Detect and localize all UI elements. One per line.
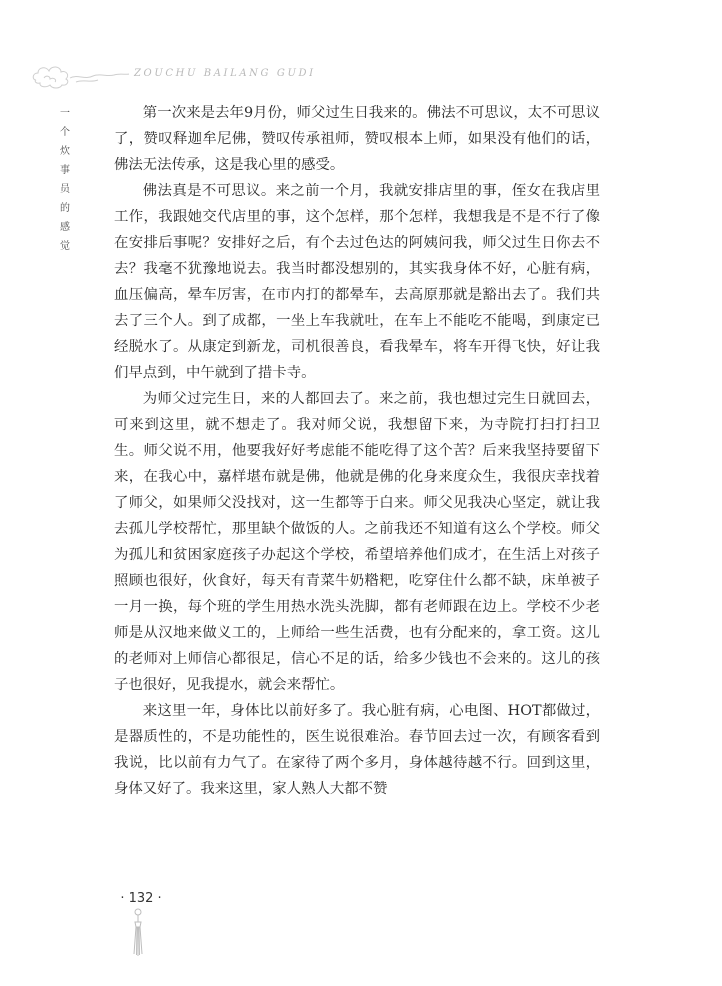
page-footer [112,888,172,958]
paragraph: 为师父过完生日，来的人都回去了。来之前，我也想过完生日就回去，可来到这里，就不想走了。我对师父说，我想留下来，为寺院打扫打扫卫生。师父说不用，他要我好好考虑能不能吃得了这个苦？后来我坚持要留下来，在我心中，嘉样堪布就是佛，他就是佛的化身来度众生，我很庆幸找着了师父，如果师父没找对，这一生都等于白来。师父见我决心坚定，就让我去孤儿学校帮忙，那里缺个做饭的人。之前我还不知道有这么个学校。师父为孤儿和贫困家庭孩子办起这个学校，希望培养他们成才，在生活上对孩子照顾也很好，伙食好，每天有青菜牛奶糌粑，吃穿住什么都不缺，床单被子一月一换，每个班的学生用热水洗头洗脚，都有老师跟在边上。学校不少老师是从汉地来做义工的，上师给一些生活费，也有分配来的，拿工资。这儿的老师对上师信心都很足，信心不足的话，给多少钱也不会来的。这儿的孩子也很好，见我提水，就会来帮忙。 [114,391,600,693]
series-title: ZOUCHU BAILANG GUDI [134,68,316,79]
tassel-ornament-icon [126,908,150,958]
cloud-ornament-icon [30,58,130,92]
chapter-title-vertical: 一个炊事员的感觉 [60,108,70,252]
body-text [114,100,600,802]
paragraph: 来这里一年，身体比以前好多了。我心脏有病，心电图、HOT都做过，是器质性的，不是功能性的，医生说很难治。春节回去过一次，有顾客看到我说，比以前有力气了。在家待了两个多月，身体越待越不行。回到这里，身体又好了。我来这里，家人熟人大都不赞 [114,703,600,797]
paragraph: 第一次来是去年9月份，师父过生日我来的。佛法不可思议，太不可思议了，赞叹释迦牟尼佛，赞叹传承祖师，赞叹根本上师，如果没有他们的话，佛法无法传承，这是我心里的感受。 [114,105,600,173]
running-header [30,58,330,92]
page-number: · 132 · [120,891,162,906]
paragraph: 佛法真是不可思议。来之前一个月，我就安排店里的事，侄女在我店里工作，我跟她交代店里的事，这个怎样，那个怎样，我想我是不是不行了像在安排后事呢？安排好之后，有个去过色达的阿姨问我，师父过生日你去不去？我毫不犹豫地说去。我当时都没想别的，其实我身体不好，心脏有病，血压偏高，晕车厉害，在市内打的都晕车，去高原那就是豁出去了。我们共去了三个人。到了成都，一坐上车我就吐，在车上不能吃不能喝，到康定已经脱水了。从康定到新龙，司机很善良，看我晕车，将车开得飞快，好让我们早点到，中午就到了措卡寺。 [114,183,600,381]
